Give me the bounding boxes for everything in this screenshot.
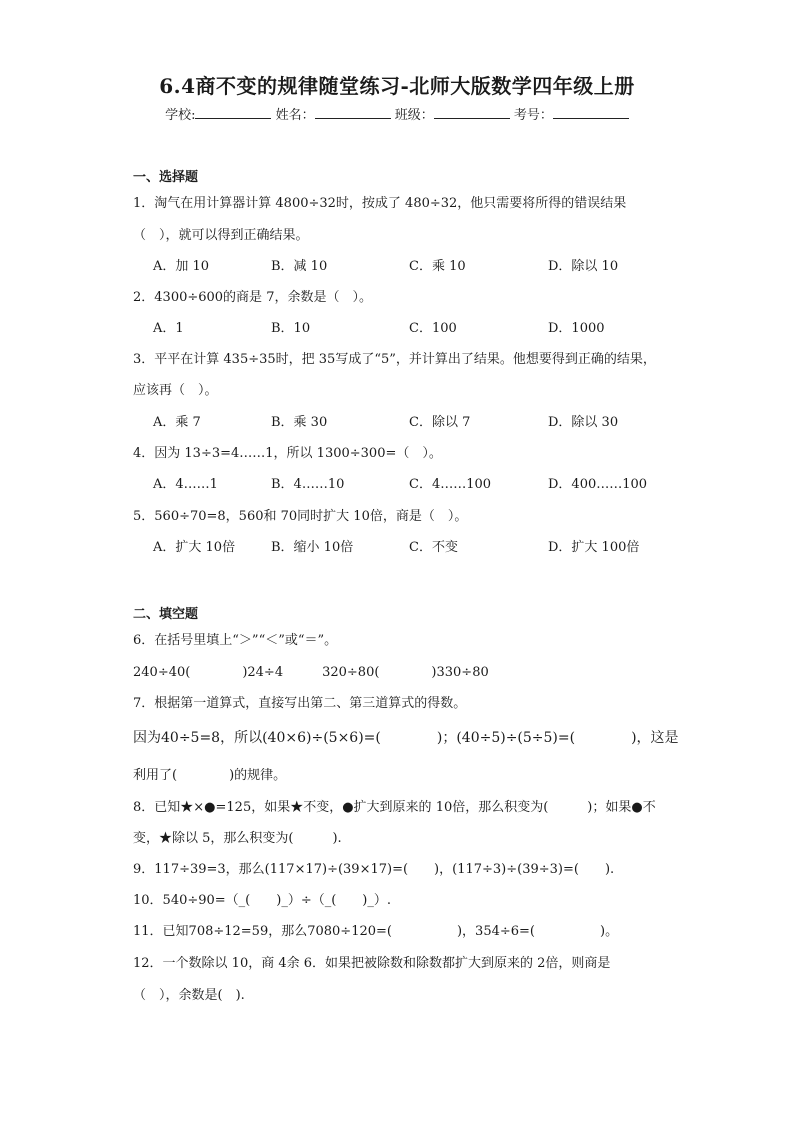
q2-option-d[interactable]: D．1000 (548, 321, 605, 336)
q7-text-line2: 因为40÷5=8，所以(40×6)÷(5×6)=( )；(40÷5)÷(5÷5)=( )，这是 (133, 730, 679, 746)
class-blank[interactable] (434, 105, 510, 119)
q2-option-c[interactable]: C．100 (409, 321, 457, 336)
q3-option-c[interactable]: C．除以 7 (409, 415, 471, 430)
q3-text-line2: 应该再（ ）。 (133, 383, 218, 398)
q11-text: 11．已知708÷12=59，那么7080÷120=( )，354÷6=( )。 (133, 924, 619, 939)
q1-text-line1: 1．淘气在用计算器计算 4800÷32时，按成了 480÷32，他只需要将所得的错误结果 (133, 196, 627, 211)
q6-text-line2: 240÷40( )24÷4 320÷80( )330÷80 (133, 665, 489, 680)
q4-option-b[interactable]: B．4……10 (271, 477, 345, 492)
q1-option-b[interactable]: B．减 10 (271, 259, 328, 274)
section-title-choice: 一、选择题 (133, 170, 199, 185)
q12-text-line2: （ ），余数是( ). (133, 988, 245, 1003)
section-title-fill: 二、填空题 (133, 607, 199, 622)
q8-text-line1: 8．已知★×●=125，如果★不变，●扩大到原来的 10倍，那么积变为( )；如果●不 (133, 800, 656, 815)
q2-option-b[interactable]: B．10 (271, 321, 311, 336)
school-label: 学校: (165, 108, 196, 123)
q5-option-c[interactable]: C．不变 (409, 540, 458, 555)
q4-option-a[interactable]: A．4……1 (153, 477, 218, 492)
student-info-line (0, 104, 794, 123)
q1-option-a[interactable]: A．加 10 (153, 259, 210, 274)
q1-text-line2: （ ），就可以得到正确结果。 (133, 228, 309, 243)
q2-text: 2．4300÷600的商是 7，余数是（ ）。 (133, 290, 372, 305)
exam-no-blank[interactable] (553, 105, 629, 119)
q1-option-d[interactable]: D．除以 10 (548, 259, 619, 274)
q9-text: 9．117÷39=3，那么(117×17)÷(39×17)=( )，(117÷3)÷(39÷3)=( ). (133, 862, 615, 877)
q4-text: 4．因为 13÷3=4……1，所以 1300÷300=（ ）。 (133, 446, 442, 461)
q8-text-line2: 变，★除以 5，那么积变为( ). (133, 831, 342, 846)
page-title: 6.4商不变的规律随堂练习-北师大版数学四年级上册 (159, 74, 635, 98)
q7-text-line1: 7．根据第一道算式，直接写出第二、第三道算式的得数。 (133, 696, 467, 711)
name-blank[interactable] (315, 105, 391, 119)
q4-option-c[interactable]: C．4……100 (409, 477, 492, 492)
class-label: 班级： (394, 108, 434, 123)
school-blank[interactable] (195, 105, 271, 119)
q1-option-c[interactable]: C．乘 10 (409, 259, 466, 274)
q4-option-d[interactable]: D．400……100 (548, 477, 648, 492)
q6-text-line1: 6．在括号里填上“＞”“＜”或“＝”。 (133, 633, 338, 648)
q5-option-d[interactable]: D．扩大 100倍 (548, 540, 640, 555)
q12-text-line1: 12．一个数除以 10，商 4余 6．如果把被除数和除数都扩大到原来的 2倍，则商是 (133, 956, 611, 971)
q5-option-b[interactable]: B．缩小 10倍 (271, 540, 354, 555)
q3-option-b[interactable]: B．乘 30 (271, 415, 328, 430)
q10-text: 10．540÷90=（_( )_）÷（_( )_）. (133, 893, 391, 908)
q7-text-line3: 利用了( )的规律。 (133, 768, 287, 783)
name-label: 姓名： (275, 108, 315, 123)
q5-text: 5．560÷70=8，560和 70同时扩大 10倍，商是（ ）。 (133, 509, 468, 524)
exam-no-label: 考号： (513, 108, 553, 123)
q5-option-a[interactable]: A．扩大 10倍 (153, 540, 236, 555)
q3-text-line1: 3．平平在计算 435÷35时，把 35写成了“5”，并计算出了结果。他想要得到正确的结果， (133, 352, 656, 367)
q2-option-a[interactable]: A．1 (153, 321, 184, 336)
q3-option-a[interactable]: A．乘 7 (153, 415, 201, 430)
q3-option-d[interactable]: D．除以 30 (548, 415, 619, 430)
